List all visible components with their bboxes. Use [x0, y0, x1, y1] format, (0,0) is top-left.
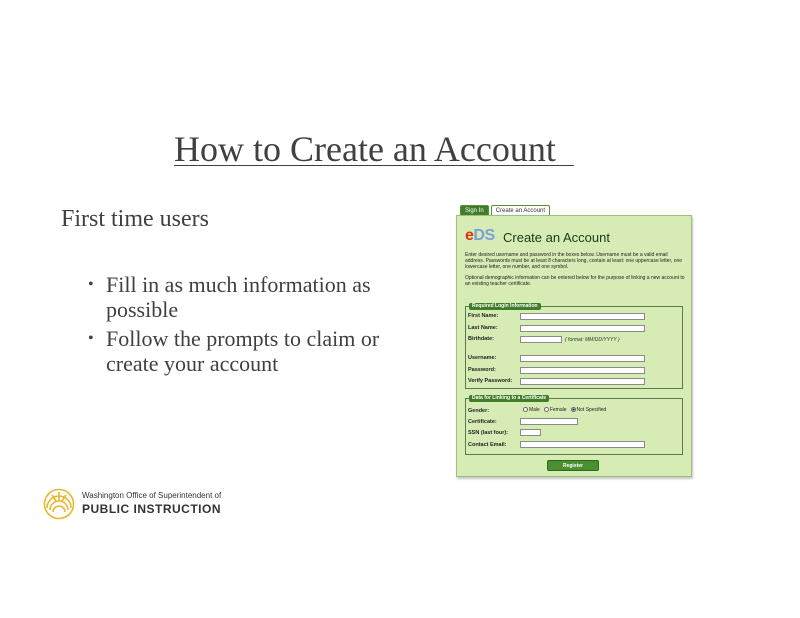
gender-option-female[interactable]: Female	[544, 407, 567, 413]
verify-password-label: Verify Password:	[468, 378, 513, 384]
ospi-org-line2: PUBLIC INSTRUCTION	[82, 502, 221, 516]
create-account-screenshot	[456, 205, 692, 477]
gender-option-male[interactable]: Male	[523, 407, 540, 413]
first-name-input[interactable]	[520, 313, 645, 320]
tab-create-account[interactable]: Create an Account	[491, 205, 550, 216]
verify-password-input[interactable]	[520, 378, 645, 385]
bullet-text: Fill in as much information as possible	[106, 272, 371, 322]
bullet-item	[88, 326, 388, 376]
password-input[interactable]	[520, 367, 645, 374]
gender-radio-group	[523, 407, 606, 413]
register-button[interactable]: Register	[547, 460, 599, 471]
gender-label: Gender:	[468, 408, 490, 414]
required-login-legend: Required Login Information	[469, 303, 541, 310]
ospi-org-line1: Washington Office of Superintendent of	[82, 491, 222, 500]
form-instructions: Enter desired username and password in the boxes below. Username must be a valid email address. Passwords must be at least 8 characters long, contain at least: one uppercase letter, one lowercase letter, one number, and one symbol.	[465, 252, 683, 270]
password-label: Password:	[468, 367, 496, 373]
radio-icon	[544, 407, 549, 412]
bullet-text: Follow the prompts to claim or create your account	[106, 326, 380, 376]
ssn-label: SSN (last four):	[468, 430, 509, 436]
form-optional-note: Optional demographic information can be entered below for the purpose of linking a new account to an existing teacher certificate.	[465, 275, 685, 287]
contact-email-input[interactable]	[520, 441, 645, 448]
birthdate-input[interactable]	[520, 336, 562, 343]
radio-icon	[523, 407, 528, 412]
create-account-panel	[456, 215, 692, 477]
certificate-legend: Data for Linking to a Certificate	[469, 395, 549, 402]
bullet-dot-icon: •	[88, 330, 94, 347]
bullet-list	[88, 272, 388, 380]
bullet-item	[88, 272, 388, 322]
birthdate-format-hint: ( format: MM/DD/YYYY )	[565, 337, 620, 343]
birthdate-label: Birthdate:	[468, 336, 494, 342]
first-name-label: First Name:	[468, 313, 499, 319]
tab-sign-in[interactable]: Sign In	[460, 205, 489, 216]
eds-logo: eDS	[465, 227, 495, 244]
username-input[interactable]	[520, 355, 645, 362]
last-name-label: Last Name:	[468, 325, 498, 331]
gender-option-not-specified[interactable]: Not Specified	[571, 407, 607, 413]
ospi-sunburst-logo-icon	[43, 488, 75, 520]
ssn-input[interactable]	[520, 429, 541, 436]
username-label: Username:	[468, 355, 497, 361]
contact-email-label: Contact Email:	[468, 442, 507, 448]
certificate-label: Certificate:	[468, 419, 497, 425]
bullet-dot-icon: •	[88, 276, 94, 293]
slide-subheading: First time users	[61, 206, 209, 232]
last-name-input[interactable]	[520, 325, 645, 332]
certificate-input[interactable]	[520, 418, 578, 425]
radio-selected-icon	[571, 407, 576, 412]
form-title: Create an Account	[503, 230, 610, 245]
slide-title: How to Create an Account	[174, 129, 574, 169]
